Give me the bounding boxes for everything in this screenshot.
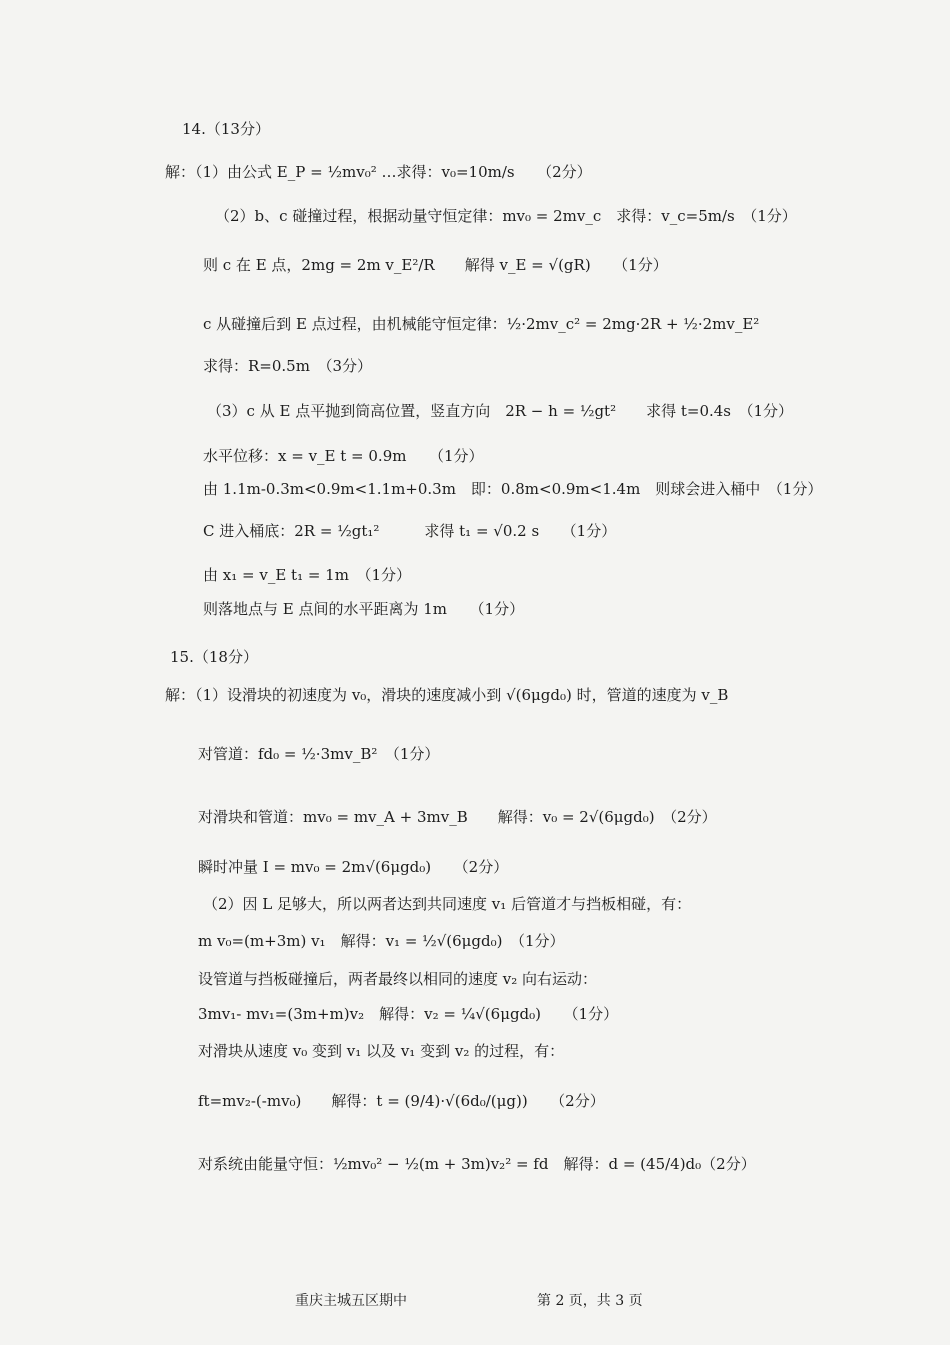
q15-line-2: 对管道：fd₀ = ½·3mv_B² （1分） [198,745,440,763]
q15-line-8: 3mv₁- mv₁=(3m+m)v₂ 解得：v₂ = ¼√(6μgd₀) （1分） [198,1005,619,1023]
q14-line-11: 则落地点与 E 点间的水平距离为 1m （1分） [203,600,525,618]
q14-header: 14.（13分） [182,120,270,138]
q14-line-9: C 进入桶底：2R = ½gt₁² 求得 t₁ = √0.2 s （1分） [203,522,617,540]
q14-line-10: 由 x₁ = v_E t₁ = 1m （1分） [203,566,411,584]
q14-line-8: 由 1.1m-0.3m<0.9m<1.1m+0.3m 即：0.8m<0.9m<1.4m 则球会进入桶中 （1分） [203,480,823,498]
q14-line-3: 则 c 在 E 点，2mg = 2m v_E²/R 解得 v_E = √(gR) （1分） [203,256,668,274]
q15-line-10: ft=mv₂-(-mv₀) 解得：t = (9/4)·√(6d₀/(μg)) （2分） [198,1092,605,1110]
q14-line-1: 解：（1）由公式 E_P = ½mv₀² …求得：v₀=10m/s （2分） [165,163,592,181]
q15-line-3: 对滑块和管道：mv₀ = mv_A + 3mv_B 解得：v₀ = 2√(6μgd₀) （2分） [198,808,717,826]
q15-header: 15.（18分） [170,648,258,666]
q15-line-6: m v₀=(m+3m) v₁ 解得：v₁ = ½√(6μgd₀) （1分） [198,932,565,950]
q14-line-7: 水平位移：x = v_E t = 0.9m （1分） [203,447,484,465]
q14-line-6: （3）c 从 E 点平抛到筒高位置，竖直方向 2R − h = ½gt² 求得 t=0.4s （1分） [207,402,794,420]
q14-line-4: c 从碰撞后到 E 点过程，由机械能守恒定律：½·2mv_c² = 2mg·2R + ½·2mv_E² [203,315,760,333]
q15-line-5: （2）因 L 足够大，所以两者达到共同速度 v₁ 后管道才与挡板相碰，有： [203,895,692,913]
footer-exam-title: 重庆主城五区期中 [295,1293,407,1309]
q15-line-9: 对滑块从速度 v₀ 变到 v₁ 以及 v₁ 变到 v₂ 的过程，有： [198,1042,565,1060]
q15-line-11: 对系统由能量守恒：½mv₀² − ½(m + 3m)v₂² = fd 解得：d = (45/4)d₀（2分） [198,1155,756,1173]
q14-line-5: 求得：R=0.5m （3分） [203,357,372,375]
q15-line-1: 解：（1）设滑块的初速度为 v₀，滑块的速度减小到 √(6μgd₀) 时，管道的速度为 v_B [165,686,729,704]
footer-page-number: 第 2 页，共 3 页 [537,1293,643,1309]
q15-line-7: 设管道与挡板碰撞后，两者最终以相同的速度 v₂ 向右运动： [198,970,598,988]
q15-line-4: 瞬时冲量 I = mv₀ = 2m√(6μgd₀) （2分） [198,858,509,876]
q14-line-2: （2）b、c 碰撞过程，根据动量守恒定律：mv₀ = 2mv_c 求得：v_c=5m/s （1分） [215,207,797,225]
